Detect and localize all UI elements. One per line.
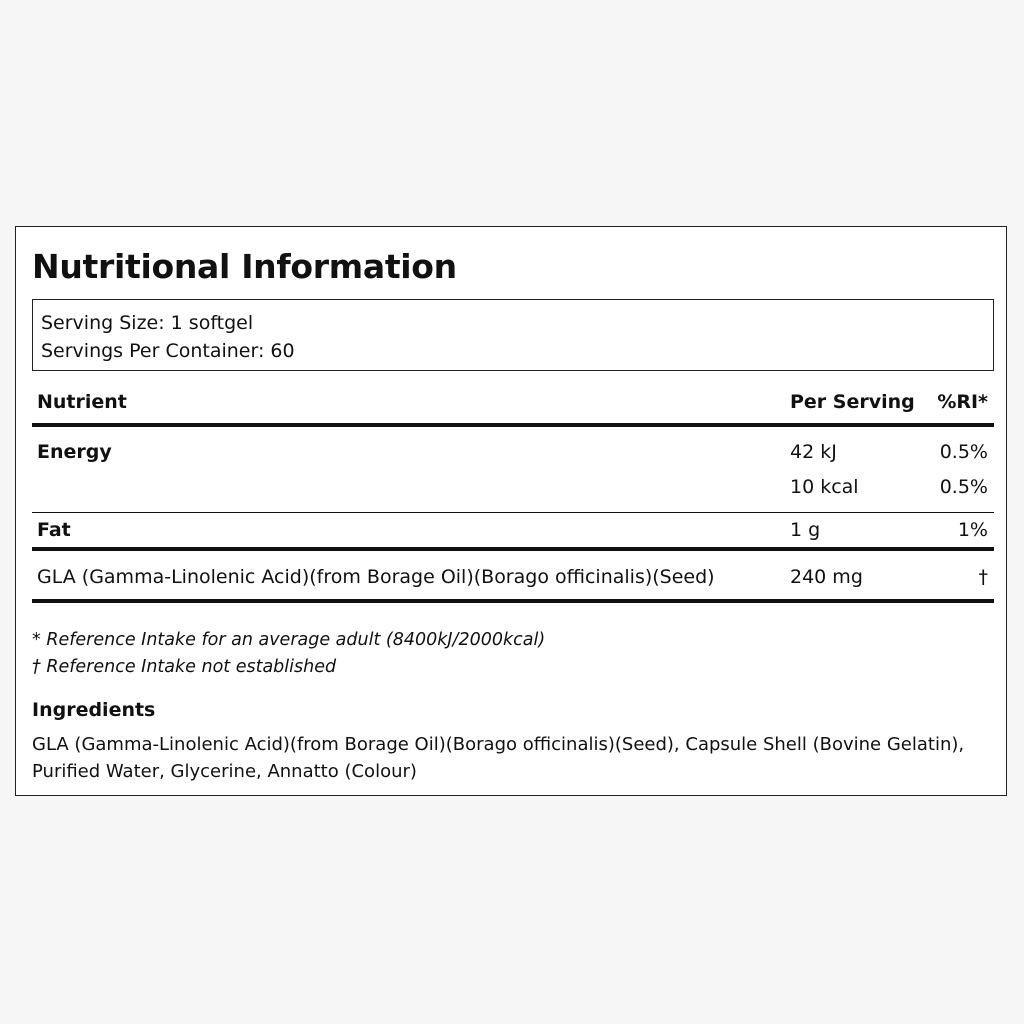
table-header-row — [32, 385, 994, 427]
serving-info-box — [32, 299, 994, 371]
serving-size: Serving Size: 1 softgel — [41, 312, 254, 334]
per-serving-value: 1 g — [790, 519, 821, 541]
nutrition-table — [32, 385, 994, 603]
table-row — [32, 427, 994, 471]
nutrient-name: Fat — [37, 519, 71, 541]
header-ri: %RI* — [937, 391, 988, 413]
ingredients-heading: Ingredients — [32, 699, 156, 721]
header-per-serving: Per Serving — [790, 391, 915, 413]
ri-value: † — [978, 566, 988, 588]
ri-value: 1% — [957, 519, 988, 541]
nutrition-label-panel — [15, 226, 1007, 796]
footnote-ri: * Reference Intake for an average adult (8400kJ/2000kcal) — [32, 630, 546, 650]
per-serving-value: 10 kcal — [790, 476, 859, 498]
label-title: Nutritional Information — [32, 247, 457, 286]
table-row — [32, 471, 994, 513]
servings-per-container: Servings Per Container: 60 — [41, 340, 295, 362]
footnote-not-established: † Reference Intake not established — [32, 657, 337, 677]
ri-value: 0.5% — [939, 476, 988, 498]
per-serving-value: 42 kJ — [790, 441, 837, 463]
table-row — [32, 513, 994, 551]
ingredients-text: GLA (Gamma-Linolenic Acid)(from Borage Oil)(Borago officinalis)(Seed), Capsule Shell (Bovine Gelatin), Purified Water, Glycerine, Annatto (Colour) — [32, 734, 965, 782]
nutrient-name: GLA (Gamma-Linolenic Acid)(from Borage Oil)(Borago officinalis)(Seed) — [37, 566, 715, 588]
header-nutrient: Nutrient — [37, 391, 127, 413]
table-row — [32, 551, 994, 603]
per-serving-value: 240 mg — [790, 566, 863, 588]
footnotes — [32, 627, 545, 681]
ri-value: 0.5% — [939, 441, 988, 463]
nutrient-name: Energy — [37, 441, 112, 463]
